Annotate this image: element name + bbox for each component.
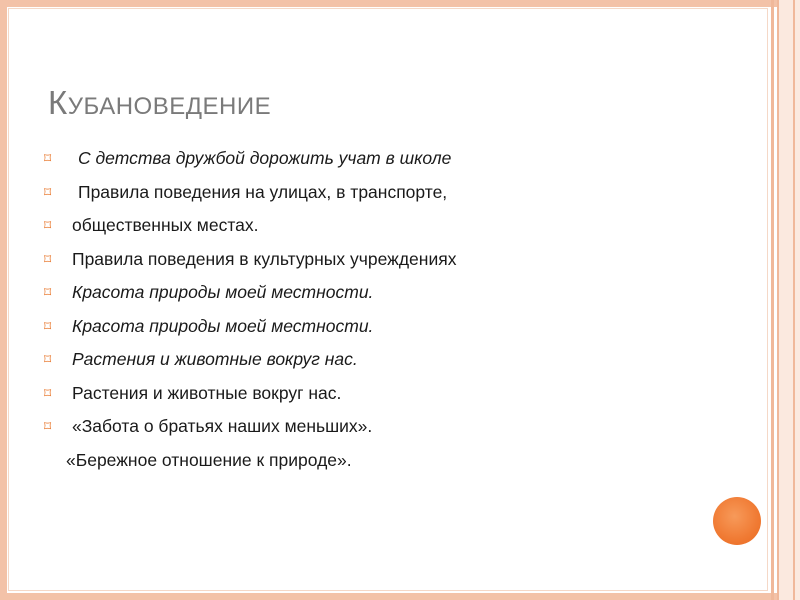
- list-item: [44, 209, 744, 243]
- list-item: [44, 243, 744, 277]
- slide-title: [48, 84, 271, 122]
- list-item-text: Правила поведения на улицах, в транспорте,: [78, 181, 448, 202]
- list-item-text: Красота природы моей местности.: [72, 315, 374, 336]
- list-item: [44, 444, 744, 478]
- bullet-icon: ⌑: [44, 217, 52, 233]
- slide-title-initial: К: [48, 84, 68, 121]
- bullet-icon: ⌑: [44, 418, 52, 434]
- list-item-text: С детства дружбой дорожить учат в школе: [78, 148, 452, 168]
- frame-left-border: [0, 0, 7, 600]
- bullet-list: [44, 142, 744, 477]
- list-item: [44, 310, 744, 344]
- frame-right-band: [779, 0, 800, 600]
- slide-title-rest: УБАНОВЕДЕНИЕ: [67, 93, 272, 120]
- list-item: [44, 410, 744, 444]
- list-item: [44, 142, 744, 176]
- bullet-icon: ⌑: [44, 351, 52, 367]
- list-item-text: Растения и животные вокруг нас.: [72, 382, 342, 403]
- list-item: [44, 276, 744, 310]
- list-item-text: «Забота о братьях наших меньших».: [72, 416, 373, 436]
- list-item: [44, 176, 744, 210]
- bullet-icon: ⌑: [44, 150, 52, 166]
- list-item-text: Растения и животные вокруг нас.: [72, 349, 358, 369]
- list-item-text: Красота природы моей местности.: [72, 282, 374, 302]
- bullet-icon: ⌑: [44, 183, 52, 200]
- list-item: [44, 377, 744, 411]
- bullet-icon: ⌑: [44, 384, 52, 401]
- list-item: [44, 343, 744, 377]
- frame-bottom-border: [0, 593, 800, 600]
- bullet-icon: ⌑: [44, 250, 52, 267]
- list-item-text: «Бережное отношение к природе».: [66, 449, 352, 470]
- list-item-text: Правила поведения в культурных учреждениях: [72, 248, 457, 269]
- frame-right-line: [777, 0, 779, 600]
- frame-right-line: [771, 0, 774, 600]
- decorative-circle: [713, 497, 761, 545]
- bullet-icon: ⌑: [44, 284, 52, 300]
- list-item-text: общественных местах.: [72, 215, 259, 235]
- frame-top-border: [0, 0, 800, 7]
- frame-right-line: [793, 0, 795, 600]
- bullet-icon: ⌑: [44, 317, 52, 334]
